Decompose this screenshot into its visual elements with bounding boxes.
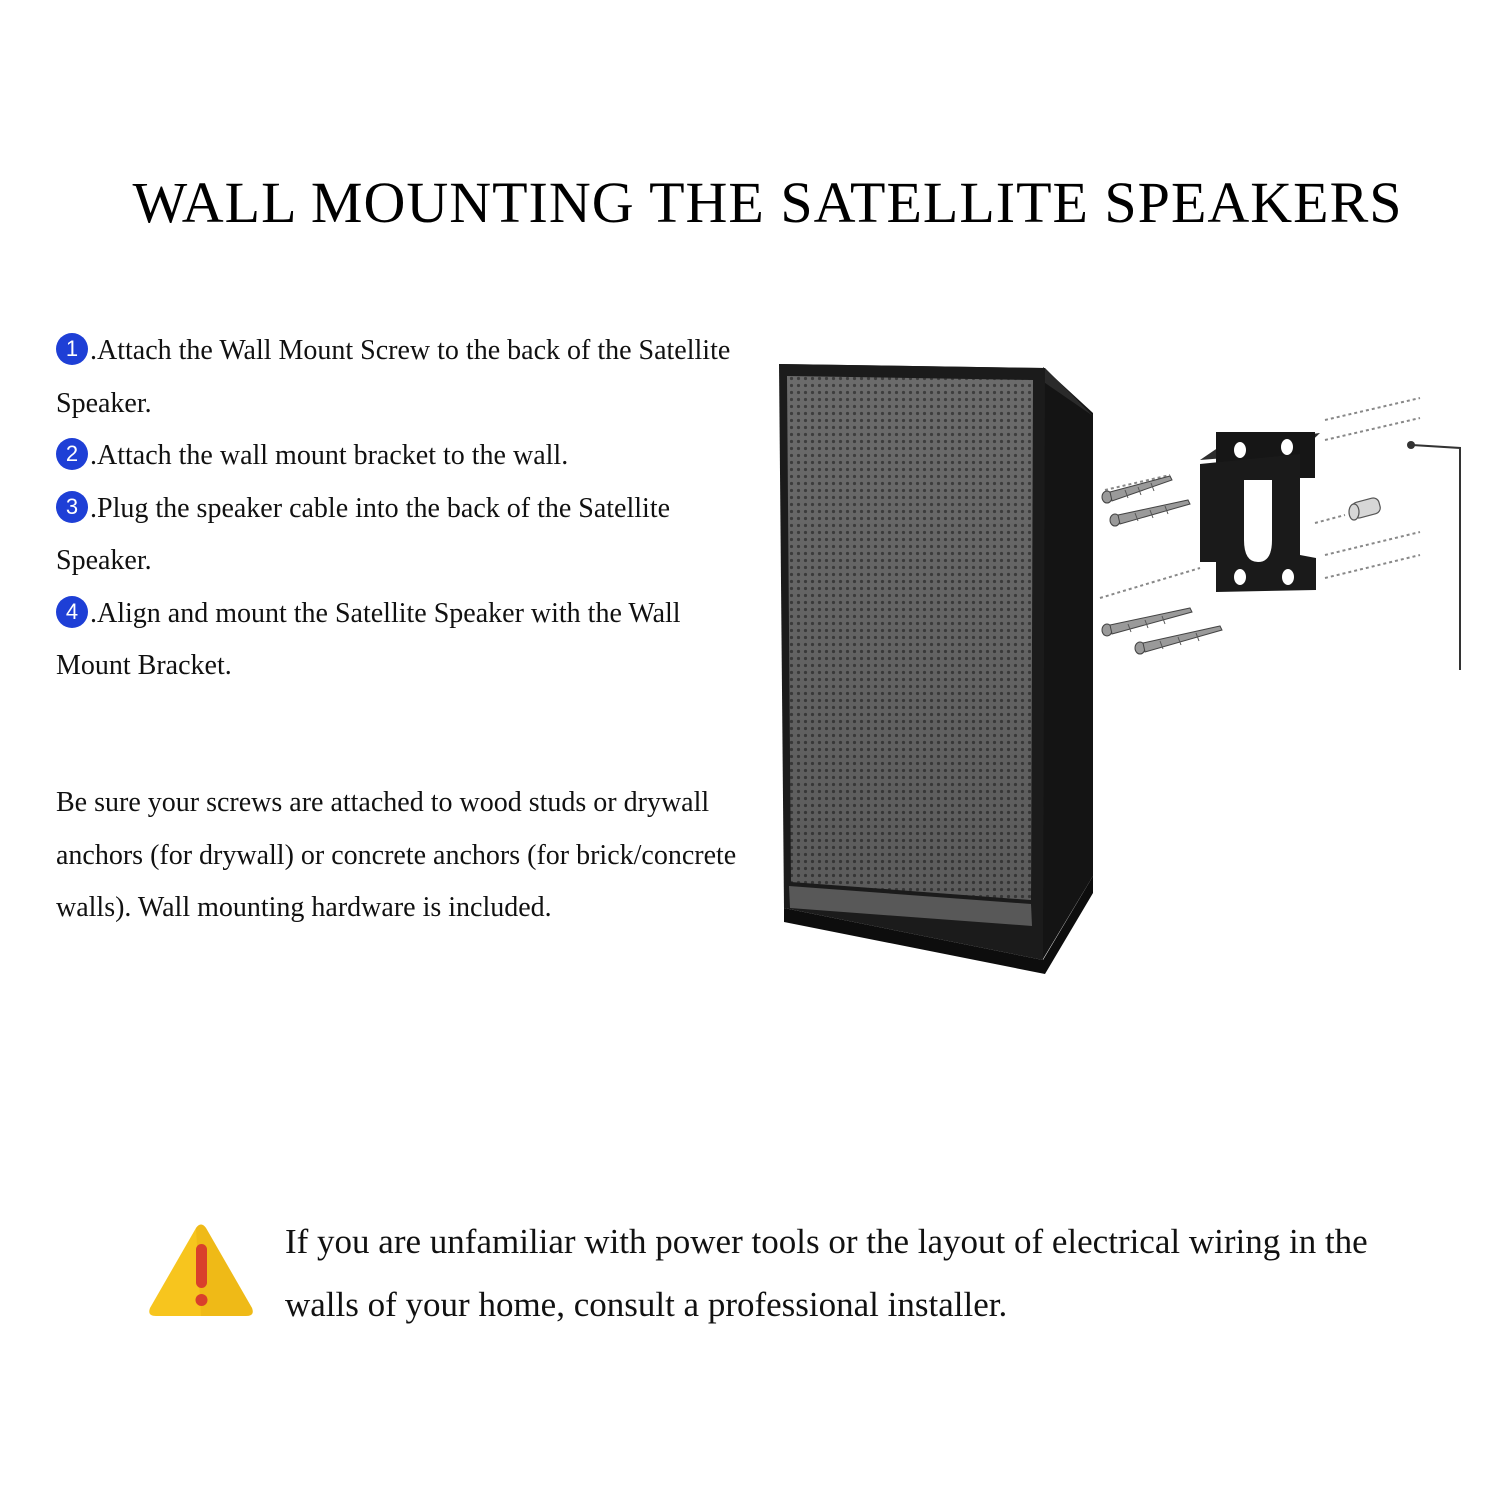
step-number-badge: 1: [56, 333, 88, 365]
step-number-badge: 2: [56, 438, 88, 470]
step-text: .Attach the Wall Mount Screw to the back of the Satellite Speaker.: [56, 335, 731, 419]
step-number-badge: 4: [56, 596, 88, 628]
wall-bracket-icon: [1200, 432, 1320, 592]
instruction-steps: [56, 325, 736, 693]
page-title: WALL MOUNTING THE SATELLITE SPEAKERS: [132, 169, 1403, 235]
step-1: [56, 325, 736, 430]
step-text: .Align and mount the Satellite Speaker with the Wall Mount Bracket.: [56, 597, 681, 681]
step-number-badge: 3: [56, 491, 88, 523]
step-3: [56, 483, 736, 588]
warning-text: If you are unfamiliar with power tools or the layout of electrical wiring in the walls of your home, consult a professional installer.: [285, 1222, 1368, 1324]
speaker-mount-diagram: [760, 340, 1480, 985]
hardware-note: Be sure your screws are attached to wood studs or drywall anchors (for drywall) or concrete anchors (for brick/concrete walls). Wall mounting hardware is included.: [56, 787, 737, 923]
step-2: [56, 430, 736, 483]
speaker-cabinet-icon: [779, 364, 1093, 974]
step-text: .Plug the speaker cable into the back of the Satellite Speaker.: [56, 492, 671, 576]
step-4: [56, 588, 736, 693]
step-text: .Attach the wall mount bracket to the wall.: [90, 440, 569, 471]
warning-icon: [146, 1222, 256, 1325]
